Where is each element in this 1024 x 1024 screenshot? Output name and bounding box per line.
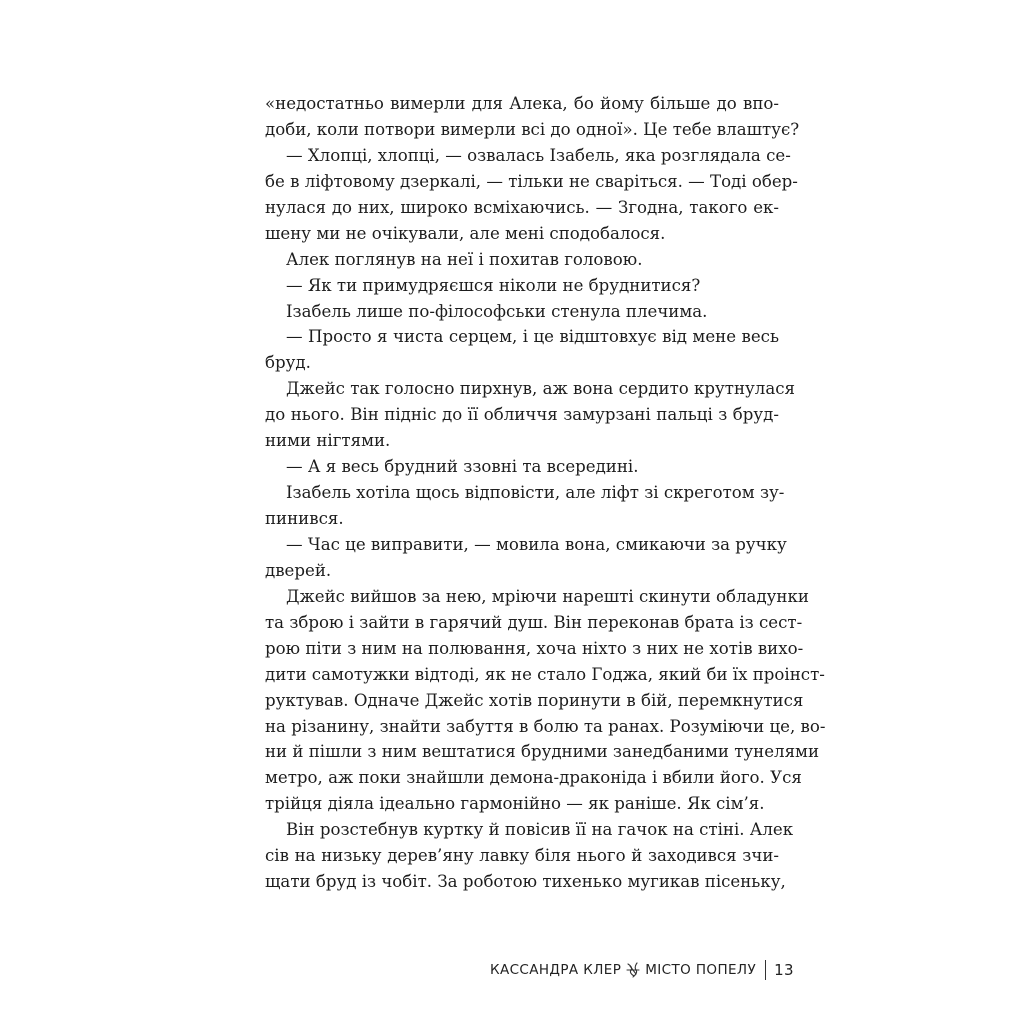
text-line: ними нігтями. [265,431,391,451]
text-line: нулася до них, широко всміхаючись. — Згодна, такого ек- [265,197,779,217]
text-line: Ізабель лише по-філософськи стенула плечима. [286,301,708,321]
text-line: — Просто я чиста серцем, і це відштовхує від мене весь [286,327,779,347]
text-line: щати бруд із чобіт. За роботою тихенько мугикав пісеньку, [265,872,786,892]
text-line: доби, коли потвори вимерли всі до одної». Це тебе влаштує? [265,119,800,139]
text-line: трійця діяла ідеально гармонійно — як раніше. Як сім’я. [265,794,765,814]
text-line: до нього. Він підніс до її обличчя замурзані пальці з бруд- [265,405,779,425]
text-line: дверей. [265,560,332,580]
text-line: «недостатньо вимерли для Алека, бо йому більше до впо- [265,94,779,113]
text-line: — Хлопці, хлопці, — озвалась Ізабель, яка розглядала се- [286,145,791,165]
text-line: шену ми не очікували, але мені сподобалося. [265,223,666,243]
text-line: та зброю і зайти в гарячий душ. Він переконав брата із сест- [265,612,803,632]
page-number: 13 [774,961,794,979]
text-line: Алек поглянув на неї і похитав головою. [286,249,643,269]
text-line: пинився. [265,509,344,528]
text-line: Джейс вийшов за нею, мріючи нарешті скинути обладунки [286,586,809,606]
text-line: на різанину, знайти забуття в болю та ранах. Розуміючи це, во- [265,716,826,736]
text-line: Він розстебнув куртку й повісив її на гачок на стіні. Алек [286,820,794,840]
text-line: бе в ліфтовому дзеркалі, — тільки не сваріться. — Тоді обер- [265,171,798,191]
body-text [265,91,826,895]
text-line: Ізабель хотіла щось відповісти, але ліфт зі скреготом зу- [286,483,785,503]
text-line: — Час це виправити, — мовила вона, смикаючи за ручку [286,534,787,554]
text-line: дити самотужки відтоді, як не стало Годжа, який би їх проінст- [265,664,825,684]
text-line: Джейс так голосно пирхнув, аж вона сердито крутнулася [286,379,795,399]
text-line: руктував. Одначе Джейс хотів поринути в бій, перемкнутися [265,690,804,710]
rune-icon [624,961,642,979]
text-line: бруд. [265,353,311,373]
text-line: — Як ти примудряєшся ніколи не бруднитися? [286,275,701,295]
text-line: ни й пішли з ним вештатися брудними занедбаними тунелями [265,742,820,762]
text-line: — А я весь брудний ззовні та всередині. [286,457,639,477]
footer-book-title: МІСТО ПОПЕЛУ [645,962,757,978]
text-line: рою піти з ним на полювання, хоча ніхто з них не хотів вихо- [265,638,804,658]
text-line: сів на низьку дерев’яну лавку біля нього й заходився зчи- [265,846,779,866]
footer-author: КАССАНДРА КЛЕР [489,962,622,978]
footer-divider [765,960,766,980]
running-footer [490,958,794,982]
text-line: метро, аж поки знайшли демона-драконіда і вбили його. Уся [265,768,802,788]
